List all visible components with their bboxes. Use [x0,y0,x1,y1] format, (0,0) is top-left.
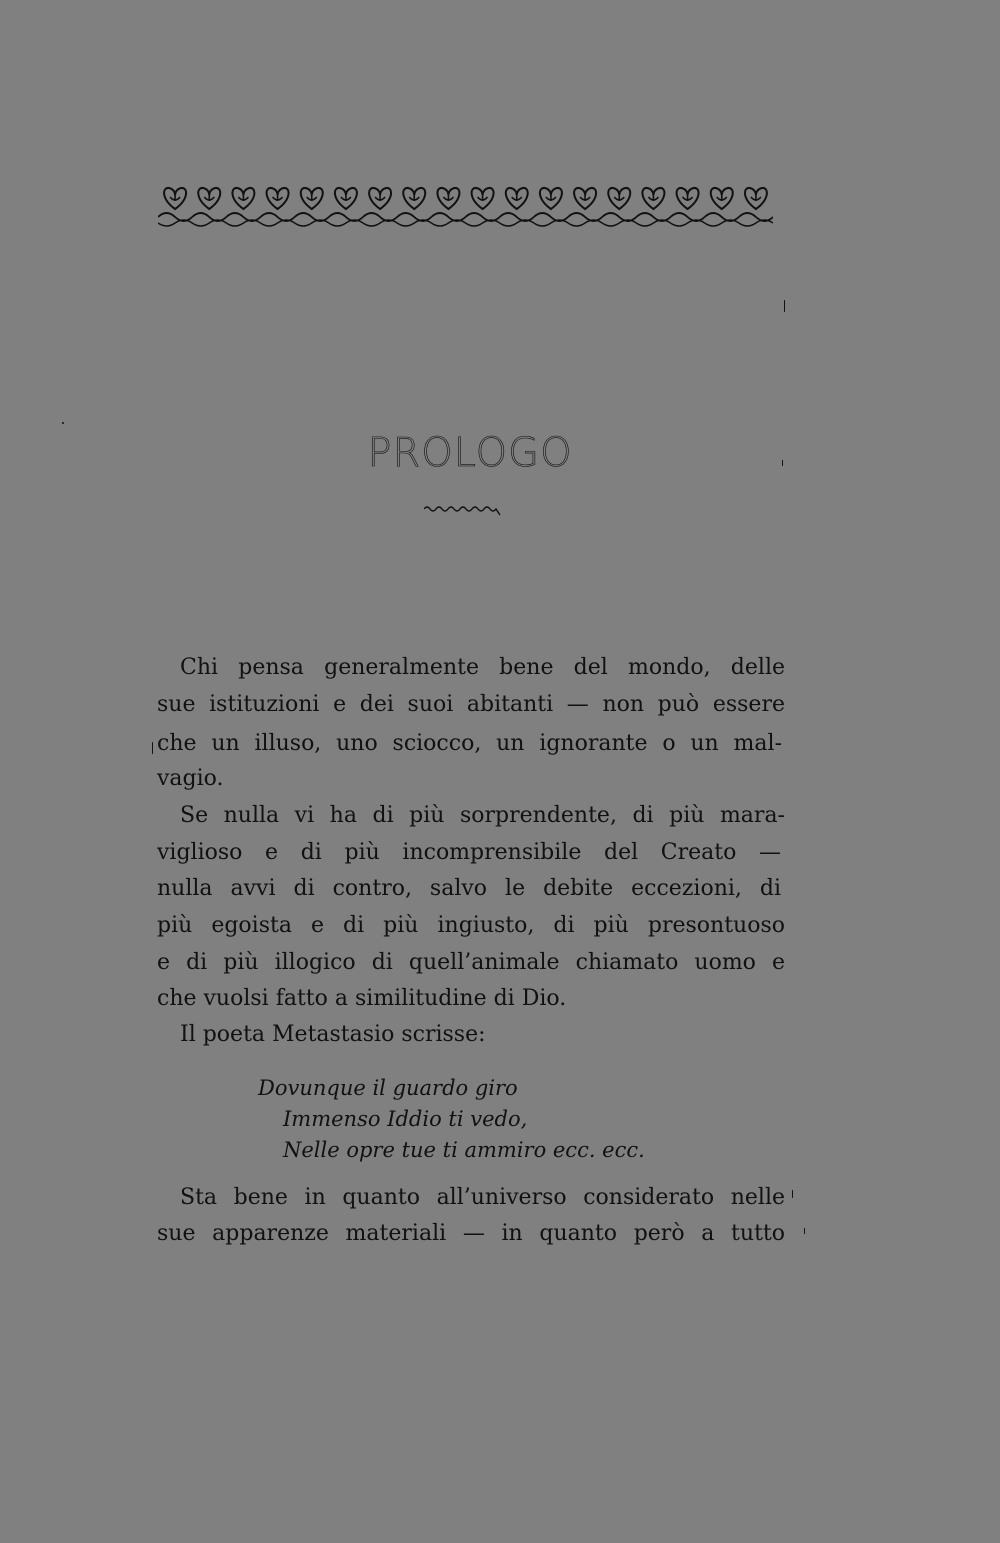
verse-line-3: Nelle opre tue ti ammiro ecc. ecc. [283,1138,645,1162]
ornament-base-wave [397,220,431,226]
paragraph-4-line-2 [157,1221,785,1247]
ornament-inner-curl [478,193,488,201]
ornament-inner-curl [614,193,624,201]
ornament-inner-curl [751,193,761,201]
ornament-base-wave [329,220,363,226]
paragraph-1-line-4 [157,766,224,792]
paragraph-1-line-3 [157,731,782,757]
scan-speck [782,460,783,466]
paragraph-2-line-2 [157,840,781,866]
ornament-base-wave [466,220,500,226]
paragraph-2-line-3 [157,876,781,902]
verse-line-1: Dovunque il guardo giro [258,1076,518,1100]
scan-speck [792,1190,793,1198]
text-line: che vuolsi fatto a similitudine di Dio. [157,986,567,1011]
ornament-inner-curl [375,193,385,201]
paragraph-3-line-1 [180,1022,486,1048]
ornament-inner-curl [683,193,693,201]
ornament-inner-curl [204,193,214,201]
paragraph-1-line-1 [180,655,785,681]
ornament-base-wave [705,220,739,226]
ornament-inner-curl [512,193,522,201]
text-line: viglioso e di più incomprensibile del Creato — [157,840,781,865]
scan-speck [152,742,153,754]
ornament-base-wave [636,220,670,226]
ornament-base-wave [568,220,602,226]
ornament-inner-curl [717,193,727,201]
ornament-base-wave [363,220,397,226]
ornament-inner-curl [443,193,453,201]
text-line: sue istituzioni e dei suoi abitanti — non può essere [157,692,785,717]
text-line: Sta bene in quanto all’universo considerato nelle [180,1185,785,1210]
paragraph-1-line-2 [157,692,785,718]
ornament-inner-curl [580,193,590,201]
ornament-base-wave [671,220,705,226]
paragraph-2-line-6 [157,986,566,1012]
scan-speck [804,1228,805,1234]
chapter-title: PROLOGO [367,430,573,476]
text-line: Chi pensa generalmente bene del mondo, delle [180,655,785,680]
ornament-base-wave [261,220,295,226]
text-line: che un illuso, uno sciocco, un ignorante o un mal- [157,731,782,756]
ornament-base-wave [534,220,568,226]
text-line: e di più illogico di quell’animale chiamato uomo e [157,950,785,975]
ornament-inner-curl [273,193,283,201]
scan-speck [784,300,785,312]
ornament-inner-curl [409,193,419,201]
text-line: Se nulla vi ha di più sorprendente, di più mara- [180,803,785,828]
ornament-inner-curl [341,193,351,201]
paragraph-4-line-1 [180,1185,785,1211]
ornament-inner-curl [170,193,180,201]
paragraph-2-line-4 [157,913,785,939]
ornament-base-wave [158,220,192,226]
text-line: Il poeta Metastasio scrisse: [180,1022,486,1047]
ornament-base-wave [739,220,773,226]
ornament-inner-curl [648,193,658,201]
scan-speck [62,422,64,424]
text-line: nulla avvi di contro, salvo le debite eccezioni, di [157,876,781,901]
title-underline-flourish [424,505,502,517]
ornament-base-wave [500,220,534,226]
decorative-header-ornament [158,183,773,229]
ornament-inner-curl [546,193,556,201]
ornament-base-wave [192,220,226,226]
text-line: vagio. [157,766,224,791]
ornament-base-wave [431,220,465,226]
ornament-base-wave [226,220,260,226]
verse-line-2: Immenso Iddio ti vedo, [283,1107,528,1131]
ornament-base-wave [295,220,329,226]
ornament-inner-curl [238,193,248,201]
paragraph-2-line-1 [180,803,785,829]
ornament-base-wave [602,220,636,226]
paragraph-2-line-5 [157,950,785,976]
ornament-inner-curl [307,193,317,201]
text-line: più egoista e di più ingiusto, di più presontuoso [157,913,785,938]
text-line: sue apparenze materiali — in quanto però a tutto [157,1221,785,1246]
